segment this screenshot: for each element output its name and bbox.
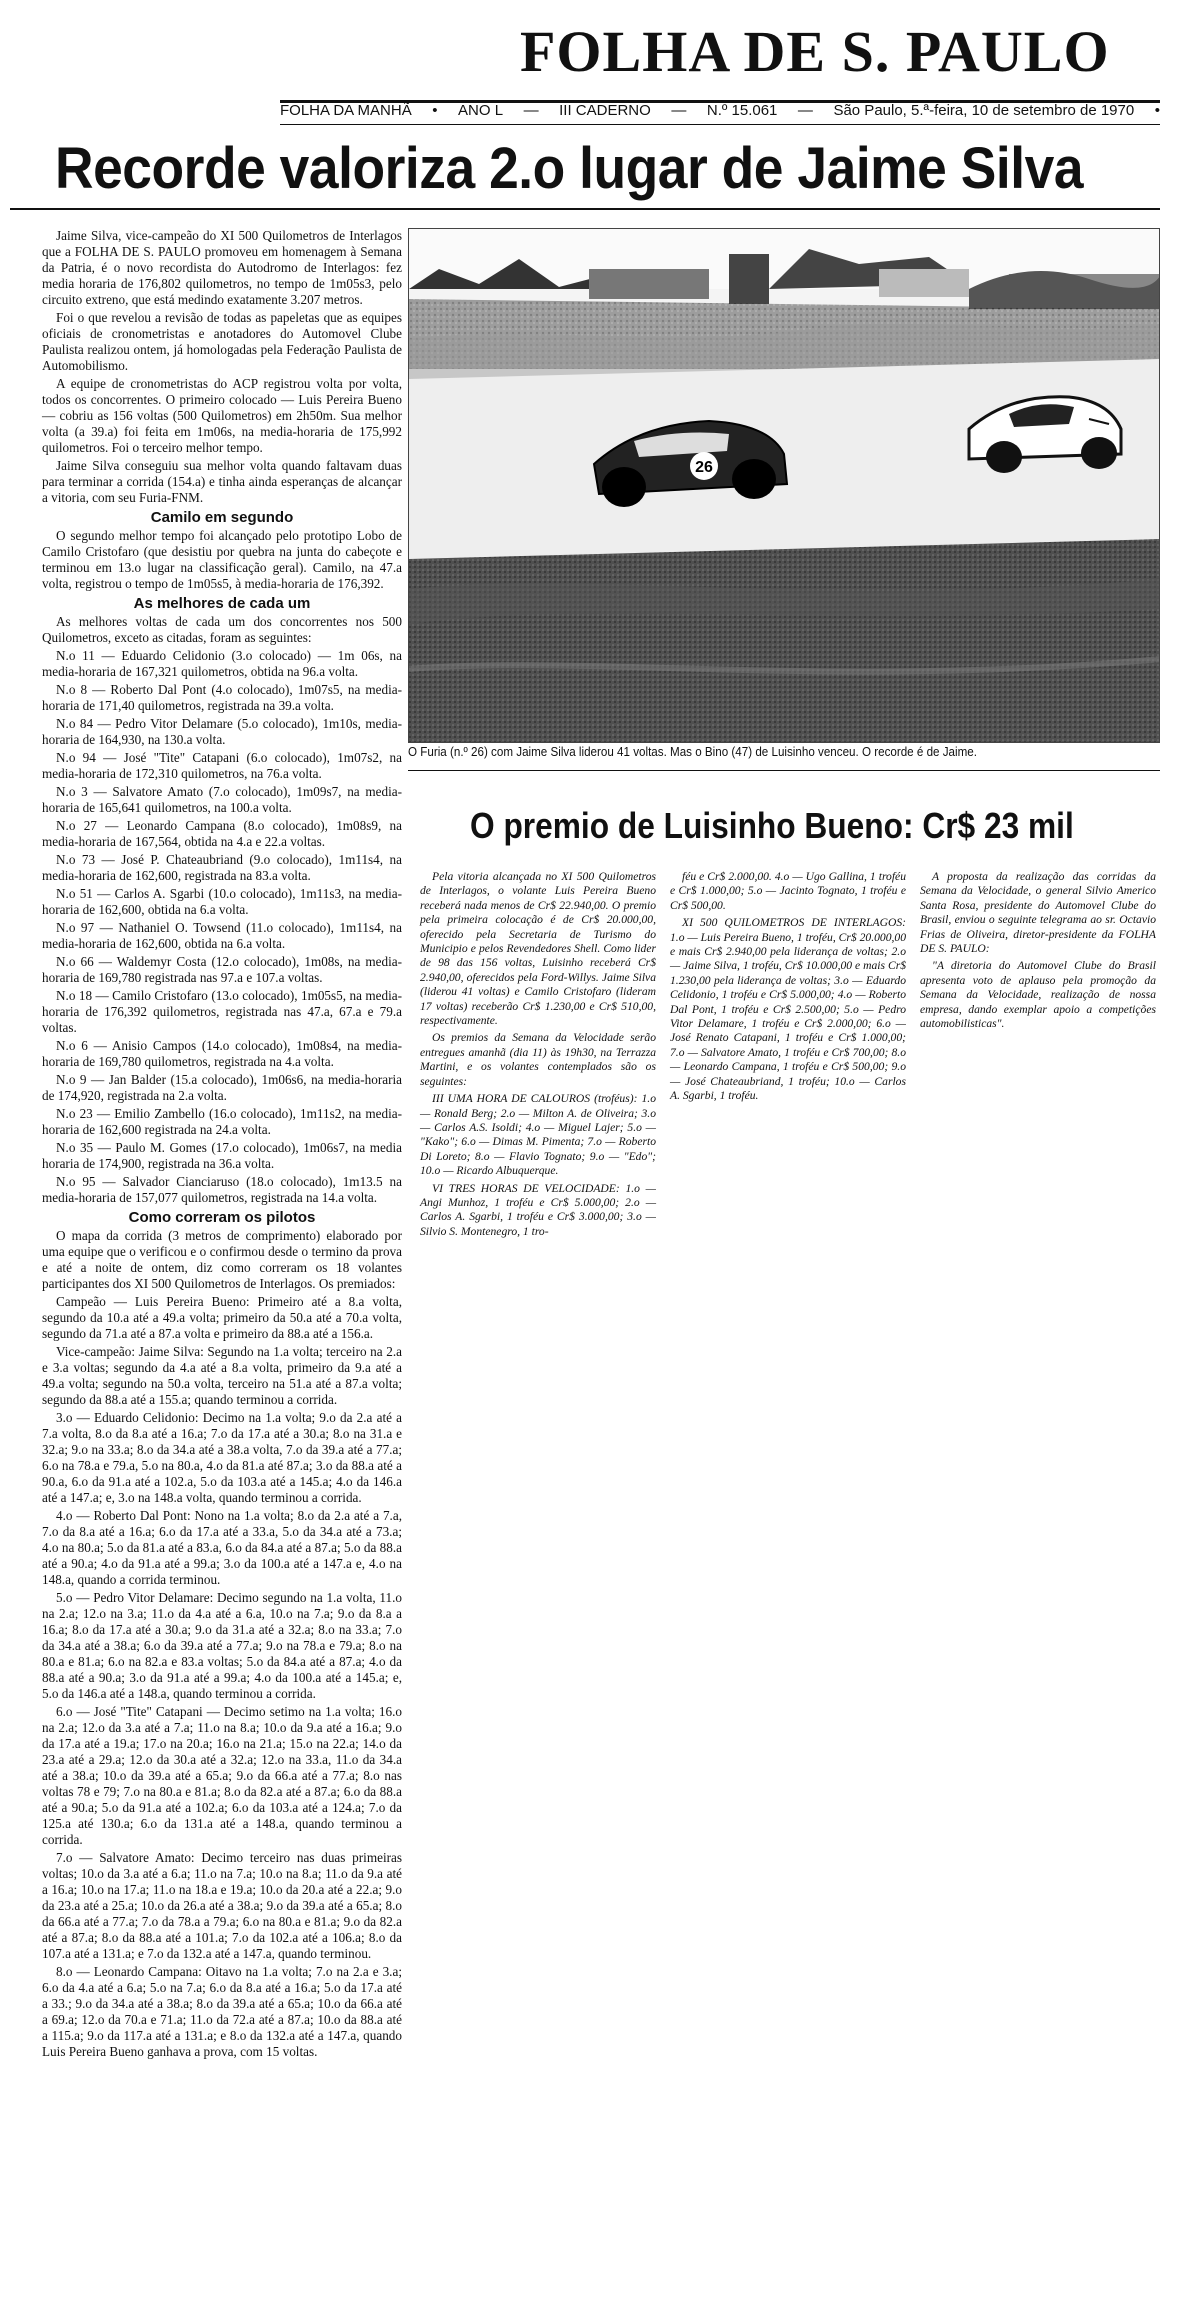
racer-entry: 8.o — Leonardo Campana: Oitavo na 1.a volta; 7.o na 2.a e 3.a; 6.o da 4.a até a 6.a; 5.o na 7.a; 6.o da 8.a até a 16.a; 5.o da 17.a até a 33.; 9.o da 34.a até a 38.a; 8.o da 39.a até a 65.a; 10.o da 66.a até a 69.a; 12.o da 70.a e 71.a; 11.o da 72.a até a 87.a; 10.o da 88.a até a 115.a; 9.o da 117.a até a 131.a; e 8.o da 132.a até a 147.a, quando Luis Pereira Bueno ganhava a prova, com 15 voltas. — [42, 1964, 402, 2059]
article-paragraph: A equipe de cronometristas do ACP registrou volta por volta, todos os concorrentes. O primeiro colocado — Luis Pereira Bueno — cobriu as 156 voltas (500 Quilometros) em 2h50m. Sua melhor volta (a 39.a) foi feita em 1m06s, na media-horaria de 175,992 quilometros. Foi o terceiro melhor tempo. — [42, 376, 402, 455]
section-heading: As melhores de cada um — [133, 595, 311, 612]
info-year: ANO L — [458, 102, 504, 119]
section-heading: Camilo em segundo — [150, 509, 294, 526]
info-number: N.º 15.061 — [706, 102, 778, 119]
racer-entry: 7.o — Salvatore Amato: Decimo terceiro nas duas primeiras voltas; 10.o da 3.a até a 6.a; 11.o na 7.a; 10.o na 8.a; 11.o da 9.a até a 16.a; 10.o na 17.a; 11.o na 18.a e 19.a; 10.o da 20.a até a 22.a; 9.o da 23.a até a 25.a; 10.o da 26.a até a 38.a; 9.o da 39.a até a 65.a; 8.o da 66.a até a 77.a; 7.o da 78.a a 79.a; 6.o na 80.a e 81.a; 9.o da 82.a até a 87.a; 8.o da 88.a até a 101.a; 7.o da 102.a até a 106.a; 8.o da 107.a até a 131.a; e 7.o da 132.a até a 147.a, quando terminou. — [42, 1850, 402, 1961]
race-photo-image — [409, 229, 1160, 743]
masthead-rule-bottom — [280, 124, 1160, 125]
prize-paragraph: VI TRES HORAS DE VELOCIDADE: 1.o — Angi Munhoz, 1 troféu e Cr$ 5.000,00; 2.o — Carlos A. Sgarbi, 1 troféu e Cr$ 3.000,00; 3.o — Silvio S. Montenegro, 1 tro- — [420, 1181, 656, 1238]
lap-entry: N.o 73 — José P. Chateaubriand (9.o colocado), 1m11s4, na media-horaria de 162,600, registrada na 83.a volta. — [42, 852, 402, 883]
info-date: São Paulo, 5.ª-feira, 10 de setembro de 1970 — [833, 102, 1135, 119]
lap-entry: N.o 94 — José "Tite" Catapani (6.o colocado), 1m07s2, na media-horaria de 172,310 quilometros, na 76.a volta. — [42, 750, 402, 781]
photo-caption: O Furia (n.º 26) com Jaime Silva liderou 41 voltas. Mas o Bino (47) de Luisinho venceu. O recorde é de Jaime. — [408, 745, 977, 759]
subhead-rule — [408, 770, 1160, 771]
article-paragraph: As melhores voltas de cada um dos concorrentes nos 500 Quilometros, exceto as citadas, foram as seguintes: — [42, 614, 402, 645]
masthead — [280, 18, 1160, 119]
prize-paragraph: féu e Cr$ 2.000,00. 4.o — Ugo Gallina, 1 troféu e Cr$ 1.000,00; 5.o — Jacinto Tognato, 1 troféu e Cr$ 500,00. — [670, 870, 906, 912]
racer-entry: 5.o — Pedro Vitor Delamare: Decimo segundo na 1.a volta, 11.o na 2.a; 12.o na 3.a; 11.o da 4.a até a 6.a, 10.o na 7.a; 9.o da 8.a a 16.a; 8.o da 17.a até a 30.a; 9.o da 31.a até a 32.a; 8.o na 33.a; 7.o da 34.a até a 38.a; 6.o da 39.a até a 77.a; 9.o na 78.a e 79.a; 8.o na 80.a e 81.a; 6.o na 82.a e 83.a voltas; 5.o da 84.a até a 87.a; 4.o da 88.a até a 90.a; 3.o da 91.a até a 99.a; 4.o da 100.a até a 145.a; e, 5.o da 146.a até a 148.a, quando terminou a corrida. — [42, 1590, 402, 1701]
masthead-info — [280, 102, 1160, 119]
article-paragraph: Jaime Silva, vice-campeão do XI 500 Quilometros de Interlagos que a FOLHA DE S. PAULO promoveu em homenagem à Semana da Patria, é o novo recordista do Autodromo de Interlagos: fez media horaria de 176,802 quilometros, no tempo de 1m05s3, pelo circuito extreno, que está medindo exatamente 3.207 metros. — [42, 228, 402, 307]
info-section: III CADERNO — [559, 102, 651, 119]
prize-paragraph: III UMA HORA DE CALOUROS (troféus): 1.o — Ronald Berg; 2.o — Milton A. de Oliveira; 3.o — Carlos A.S. Isoldi; 4.o — Miguel Lajer; 5.o — "Kako"; 6.o — Dimas M. Pimenta; 7.o — Roberto Di Loreto; 8.o — Flavio Tognato; 9.o — "Edo"; 10.o — Ricardo Albuquerque. — [420, 1092, 656, 1178]
section-heading: Como correram os pilotos — [128, 1209, 316, 1226]
article-paragraph: O mapa da corrida (3 metros de comprimento) elaborado por uma equipe que o verificou e o confirmou desde o termino da prova e até a noite de ontem, diz como correram os 18 volantes participantes dos XI 500 Quilometros de Interlagos. Os premiados: — [42, 1228, 402, 1291]
prize-paragraph: Pela vitoria alcançada no XI 500 Quilometros de Interlagos, o volante Luis Pereira Bueno receberá nada menos de Cr$ 22.940,00. O premio pela primeira colocação é de Cr$ 20.000,00, oferecido pela Secretaria de Turismo do Municipio e pelos Revendedores Shell. Como lider de 98 das 156 voltas, Luisinho receberá Cr$ 2.940,00, oferecidos pela Ford-Willys. Jaime Silva (liderou 41 voltas) e Camilo Cristofaro (lideram 17 voltas) receberão Cr$ 1.230,00 e Cr$ 510,00, respectivamente. — [420, 870, 656, 1028]
lap-entry: N.o 27 — Leonardo Campana (8.o colocado), 1m08s9, na media-horaria de 167,564, obtida na 4.a e 22.a voltas. — [42, 818, 402, 849]
info-dash: — — [523, 102, 539, 119]
car-number: 26 — [695, 459, 713, 476]
lap-entry: N.o 66 — Waldemyr Costa (12.o colocado), 1m08s, na media-horaria de 169,780 registrada nas 97.a e 107.a voltas. — [42, 954, 402, 985]
racer-entry: 6.o — José "Tite" Catapani — Decimo setimo na 1.a volta; 16.o na 2.a; 12.o da 3.a até a 7.a; 11.o na 8.a; 10.o da 9.a até a 16.a; 9.o da 17.a até a 19.a; 17.o na 20.a; 16.o na 21.a; 15.o na 22.a; 14.o da 23.a até a 29.a; 12.o da 30.a até a 32.a; 12.o na 33.a, 11.o da 34.a até a 38.a; 10.o da 39.a até a 65.a; 9.o da 66.a até a 77.a; 8.o nas voltas 78 e 79; 7.o na 80.a e 81.a; 8.o da 82.a até a 87.a; 6.o da 88.a até a 90.a; 5.o da 91.a até a 102.a; 6.o da 103.a até a 124.a; 7.o da 125.a até 130.a; 6.o da 131.a até a 148.a, quando terminou a corrida. — [42, 1704, 402, 1847]
article-paragraph: Foi o que revelou a revisão de todas as papeletas que as equipes oficiais de cronometristas e anotadores do Automovel Clube Paulista realizou ontem, já homologadas pela Federação Paulista de Automobilismo. — [42, 310, 402, 373]
lap-entry: N.o 18 — Camilo Cristofaro (13.o colocado), 1m05s5, na media-horaria de 176,392 quilometros, registrada nas 47.a, 67.a e 79.a voltas. — [42, 988, 402, 1035]
info-dot: • — [1154, 102, 1160, 119]
lap-entry: N.o 97 — Nathaniel O. Towsend (11.o colocado), 1m11s4, na media-horaria de 162,600, obtida na 6.a volta. — [42, 920, 402, 951]
racer-entry: 4.o — Roberto Dal Pont: Nono na 1.a volta; 8.o da 2.a até a 7.a, 7.o da 8.a até a 16.a; 6.o da 17.a até a 33.a, 5.o da 34.a até a 73.a; 4.o na 80.a; 5.o da 81.a até a 83.a, 6.o da 84.a até a 87.a; 5.o da 88.a até a 90.a; 4.o da 91.a até a 99.a; 3.o da 100.a até a 147.a e, 4.o na 148.a, quando a corrida terminou. — [42, 1508, 402, 1587]
race-photo — [408, 228, 1160, 743]
racer-entry: Vice-campeão: Jaime Silva: Segundo na 1.a volta; terceiro na 2.a e 3.a voltas; segundo da 4.a até a 8.a volta, primeiro da 9.a até a 49.a volta; segundo na 50.a volta, terceiro na 51.a até a 87.a volta; segundo da 88.a até a 155.a; quando terminou a corrida. — [42, 1344, 402, 1407]
headline: Recorde valoriza 2.o lugar de Jaime Silva — [55, 136, 1084, 201]
prize-column-2 — [670, 870, 906, 1242]
prize-column-3 — [920, 870, 1156, 1242]
headline-rule — [10, 208, 1160, 210]
lap-entry: N.o 95 — Salvador Cianciaruso (18.o colocado), 1m13.5 na media-horaria de 157,077 quilometros, registrada na 14.a volta. — [42, 1174, 402, 1205]
lap-entry: N.o 9 — Jan Balder (15.a colocado), 1m06s6, na media-horaria de 174,920, registrada na 2.a volta. — [42, 1072, 402, 1103]
prize-article — [420, 870, 1160, 1242]
lap-entry: N.o 23 — Emilio Zambello (16.o colocado), 1m11s2, na media-horaria de 162,600 registrada na 24.a volta. — [42, 1106, 402, 1137]
racer-entry: 3.o — Eduardo Celidonio: Decimo na 1.a volta; 9.o da 2.a até a 7.a volta, 8.o da 8.a até a 16.a; 7.o da 17.a até a 30.a; 8.o na 31.a e 32.a; 9.o na 33.a; 8.o da 34.a até a 38.a volta, 7.o da 39.a até a 77.a; 6.o na 78.a e 79.a, 5.o na 80.a, 4.o da 81.a até 87.a; 3.o da 88.a até a 90.a, 6.o da 91.a até a 102.a, 5.o da 103.a até a 145.a; 4.o da 146.a até a 147.a; e, 3.o na 148.a volta, quando terminou a corrida. — [42, 1410, 402, 1505]
subhead: O premio de Luisinho Bueno: Cr$ 23 mil — [470, 805, 1074, 846]
newspaper-title: FOLHA DE S. PAULO — [520, 19, 1110, 84]
article-left-column — [42, 228, 402, 2062]
racer-entry: Campeão — Luis Pereira Bueno: Primeiro até a 8.a volta, segundo da 10.a até a 49.a volta; primeiro da 50.a até a 70.a volta, segundo da 71.a até a 87.a volta e primeiro da 88.a até a 156.a. — [42, 1294, 402, 1341]
lap-entry: N.o 8 — Roberto Dal Pont (4.o colocado), 1m07s5, na media-horaria de 171,40 quilometros, registrada na 39.a volta. — [42, 682, 402, 713]
lap-entry: N.o 11 — Eduardo Celidonio (3.o colocado) — 1m 06s, na media-horaria de 167,321 quilometros, obtida na 96.a volta. — [42, 648, 402, 679]
info-dash: — — [671, 102, 687, 119]
prize-paragraph: Os premios da Semana da Velocidade serão entregues amanhã (dia 11) às 19h30, na Terrazza Martini, e os volantes contemplados são os seguintes: — [420, 1031, 656, 1088]
article-paragraph: O segundo melhor tempo foi alcançado pelo prototipo Lobo de Camilo Cristofaro (que desistiu por quebra na junta do cabeçote e terminou em 13.o lugar na classificação geral). Camilo, na 47.a volta, registrou o tempo de 1m05s5, à media-horaria de 176,392. — [42, 528, 402, 591]
info-paper: FOLHA DA MANHÃ — [280, 102, 412, 119]
lap-entry: N.o 35 — Paulo M. Gomes (17.o colocado), 1m06s7, na media horaria de 174,900, registrada na 36.a volta. — [42, 1140, 402, 1171]
prize-column-1 — [420, 870, 656, 1242]
lap-entry: N.o 6 — Anisio Campos (14.o colocado), 1m08s4, na media-horaria de 169,780 quilometros, registrada na 4.a volta. — [42, 1038, 402, 1069]
prize-paragraph: "A diretoria do Automovel Clube do Brasil apresenta voto de aplauso pela promoção da Semana da Velocidade, realização de nossa empresa, dando exemplar apoio a competições automobilisticas". — [920, 959, 1156, 1031]
info-dot: • — [432, 102, 438, 119]
lap-entry: N.o 84 — Pedro Vitor Delamare (5.o colocado), 1m10s, media-horaria de 164,930, na 130.a volta. — [42, 716, 402, 747]
article-paragraph: Jaime Silva conseguiu sua melhor volta quando faltavam duas para terminar a corrida (154.a) e tinha ainda esperanças de alcançar a vitoria, com seu Furia-FNM. — [42, 458, 402, 505]
prize-paragraph: XI 500 QUILOMETROS DE INTERLAGOS: 1.o — Luis Pereira Bueno, 1 troféu, Cr$ 20.000,00 e mais Cr$ 2.940,00 pela liderança de voltas; 2.o — Jaime Silva, 1 troféu, Cr$ 10.000,00 e mais Cr$ 1.230,00 pela liderança de voltas; 3.o — Eduardo Celidonio, 1 troféu e Cr$ 5.000,00; 4.o — Roberto Dal Pont, 1 troféu e Cr$ 2.500,00; 5.o — Pedro Vitor Delamare, 1 troféu e Cr$ 2.000,00; 6.o — José Renato Catapani, 1 troféu e Cr$ 1.000,00; 7.o — Salvatore Amato, 1 troféu e Cr$ 700,00; 8.o — Leonardo Campana, 1 troféu e Cr$ 500,00; 9.o — José Chateaubriand, 1 troféu; 10.o — Carlos A. Sgarbi, 1 troféu. — [670, 916, 906, 1103]
lap-entry: N.o 51 — Carlos A. Sgarbi (10.o colocado), 1m11s3, na media-horaria de 162,600, obtida na 6.a volta. — [42, 886, 402, 917]
prize-paragraph: A proposta da realização das corridas da Semana da Velocidade, o general Silvio Americo Santa Rosa, presidente do Automovel Clube do Brasil, enviou o seguinte telegrama ao sr. Octavio Frias de Oliveira, diretor-presidente da FOLHA DE S. PAULO: — [920, 870, 1156, 956]
lap-entry: N.o 3 — Salvatore Amato (7.o colocado), 1m09s7, na media-horaria de 165,641 quilometros, na 100.a volta. — [42, 784, 402, 815]
info-dash: — — [797, 102, 813, 119]
